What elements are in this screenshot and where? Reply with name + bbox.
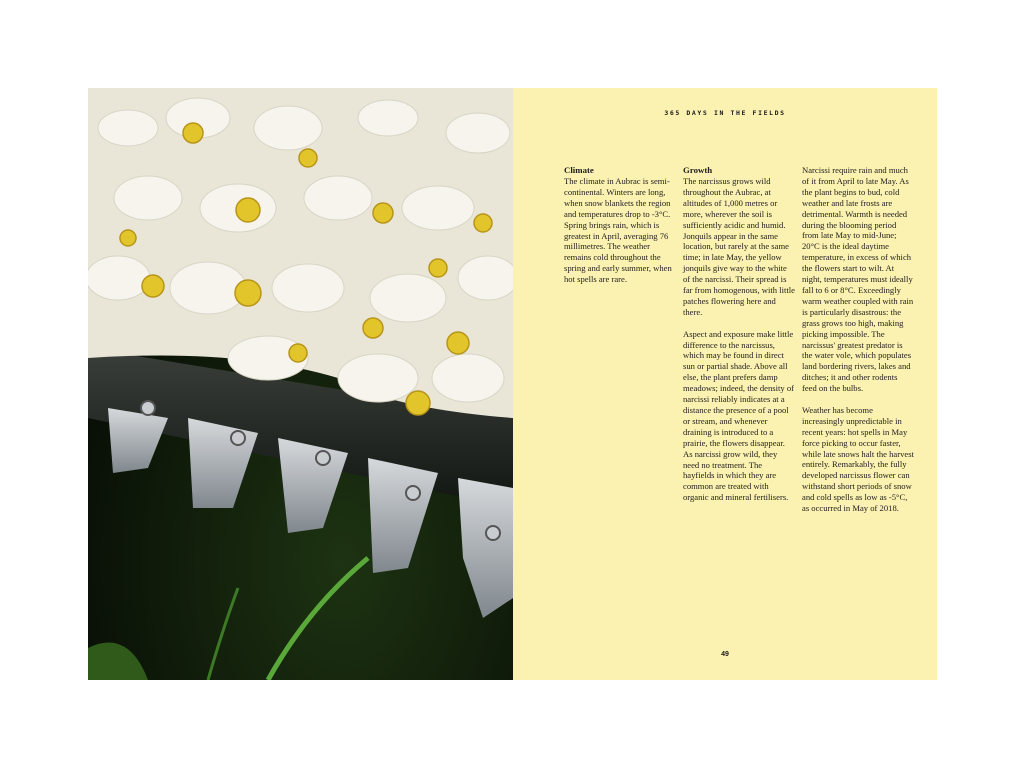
section-heading-climate: Climate (564, 165, 594, 175)
book-spread (88, 88, 937, 680)
continued-paragraph-2: Weather has become increasingly unpredictable in recent years: hot spells in May force picking to occur faster, while late snows halt the harvest entirely. Remarkably, the fully developed narcissus flower can withstand short periods of snow and cold spells as low as -5°C, as occurred in May of 2018. (802, 404, 914, 514)
running-head: 365 DAYS IN THE FIELDS (664, 109, 786, 117)
climate-paragraph: The climate in Aubrac is semi-continental. Winters are long, when snow blankets the region and temperatures drop to -3°C. Spring brings rain, which is greatest in April, averaging 76 millimetres. The weather remains cold throughout the spring and early summer, when hot spells are rare. (564, 176, 672, 285)
narcissus-photo-illustration (88, 88, 513, 680)
continued-paragraph-1: Narcissi require rain and much of it from April to late May. As the plant begins to bud, cold weather and late frosts are detrimental. Warmth is needed during the blooming period from late May to mid-June; 20°C is the ideal daytime temperature, in excess of which the flowers start to wilt. At night, temperatures must ideally fall to 6 or 8°C. Exceedingly warm weather coupled with rain is particularly disastrous: the grass grows too high, making picking impossible. The narcissus' greatest predator is the water vole, which populates land bordering rivers, lakes and ditches; it and other rodents feed on the bulbs. (802, 165, 914, 394)
growth-paragraph-1: The narcissus grows wild throughout the Aubrac, at altitudes of 1,000 metres or more, wherever the soil is sufficiently acidic and humid. Jonquils appear in the same location, but rarely at the same time; in late May, the yellow jonquils give way to the white of the narcissi. Their spread is far from homogenous, with little patches flowering here and there. (683, 176, 795, 317)
section-heading-growth: Growth (683, 165, 713, 175)
page-number: 49 (721, 651, 729, 658)
column-continued (802, 165, 914, 525)
text-page (513, 88, 937, 680)
column-growth (683, 165, 795, 514)
growth-paragraph-2: Aspect and exposure make little difference to the narcissus, which may be found in direct sun or partial shade. Above all else, the plant prefers damp meadows; indeed, the density of narcissi reliably indicates at a distance the presence of a pool or stream, and whenever draining is introduced to a prairie, the flowers disappear. As narcissi grow wild, they need no treatment. The hayfields in which they are common are treated with organic and mineral fertilisers. (683, 328, 794, 503)
column-climate (564, 165, 676, 296)
narcissus-harvest-photo (88, 88, 513, 680)
